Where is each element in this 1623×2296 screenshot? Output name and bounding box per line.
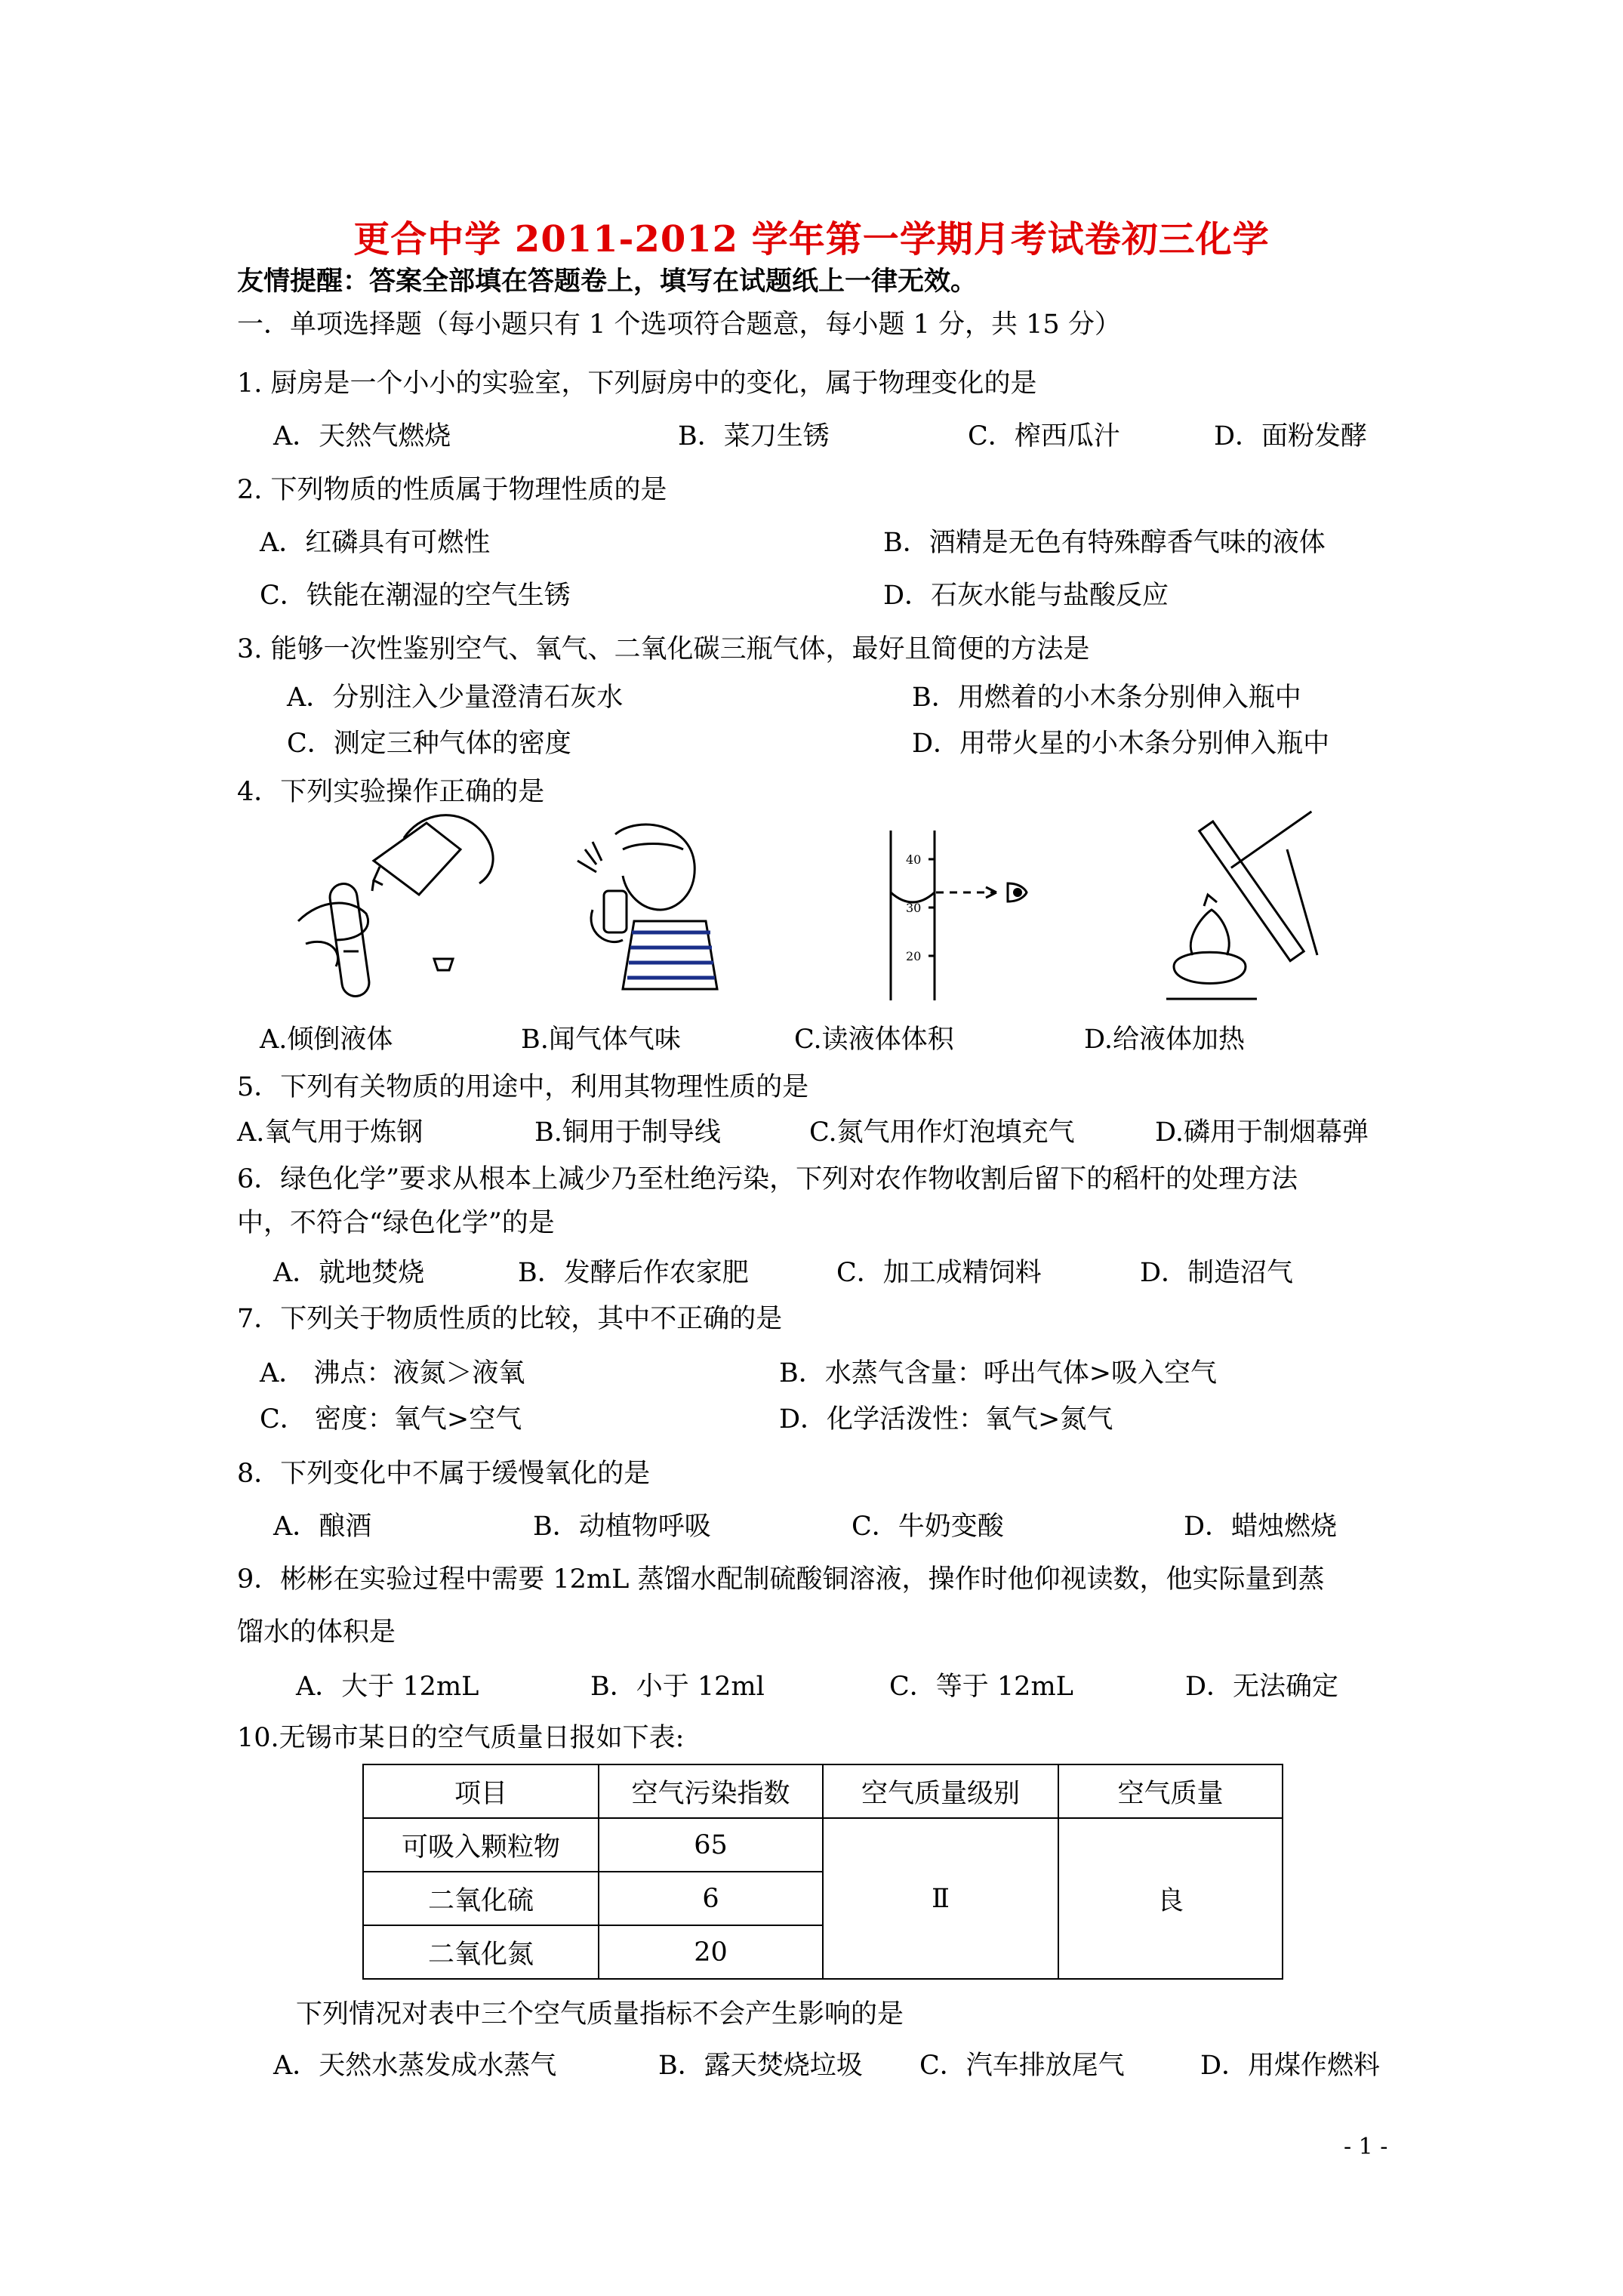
q9-option-b: B．小于 12ml	[590, 1672, 765, 1702]
table-header-row	[363, 1764, 1283, 1818]
notice: 友情提醒：答案全部填在答题卷上，填写在试题纸上一律无效。	[237, 266, 978, 297]
table-cell: 65	[599, 1818, 823, 1872]
table-cell: 20	[599, 1925, 823, 1979]
table-cell: 二氧化硫	[363, 1872, 599, 1925]
q8-option-b: B．动植物呼吸	[533, 1512, 711, 1542]
q7-option-a: A． 沸点：液氮＞液氧	[260, 1358, 525, 1388]
question-1-stem: 1. 厨房是一个小小的实验室，下列厨房中的变化，属于物理变化的是	[237, 368, 1037, 399]
question-5-stem: 5．下列有关物质的用途中，利用其物理性质的是	[237, 1072, 809, 1102]
table-cell: 可吸入颗粒物	[363, 1818, 599, 1872]
q6-option-c: C．加工成精饲料	[836, 1258, 1042, 1288]
q3-option-a: A．分别注入少量澄清石灰水	[287, 683, 624, 713]
q2-option-a: A．红磷具有可燃性	[260, 528, 491, 558]
question-7-stem: 7．下列关于物质性质的比较，其中不正确的是	[237, 1304, 783, 1334]
q9-option-a: A．大于 12mL	[296, 1672, 479, 1702]
q7-option-b: B．水蒸气含量：呼出气体>吸入空气	[779, 1358, 1218, 1388]
question-10-followup: 下列情况对表中三个空气质量指标不会产生影响的是	[296, 1999, 904, 2029]
q6-option-b: B．发酵后作农家肥	[518, 1258, 749, 1288]
page-title: 更合中学 2011-2012 学年第一学期月考试卷初三化学	[353, 218, 1270, 260]
pour-liquid-figure	[291, 808, 517, 1004]
table-header: 空气污染指数	[599, 1764, 823, 1818]
q8-option-a: A．酿酒	[273, 1512, 372, 1542]
q4-option-a: A.倾倒液体	[260, 1025, 393, 1055]
section-heading: 一．单项选择题（每小题只有 1 个选项符合题意，每小题 1 分，共 15 分）	[237, 310, 1121, 340]
q1-option-b: B．菜刀生锈	[678, 421, 830, 451]
q5-option-c: C.氮气用作灯泡填充气	[809, 1117, 1075, 1148]
tick-30: 30	[906, 901, 922, 915]
q5-option-d: D.磷用于制烟幕弹	[1155, 1117, 1369, 1148]
q1-option-a: A．天然气燃烧	[273, 421, 451, 451]
question-10-stem: 10.无锡市某日的空气质量日报如下表:	[237, 1723, 685, 1753]
table-header: 空气质量级别	[823, 1764, 1058, 1818]
question-8-stem: 8．下列变化中不属于缓慢氧化的是	[237, 1459, 651, 1489]
question-6-stem-line2: 中，不符合“绿色化学”的是	[237, 1208, 555, 1238]
q2-option-b: B．酒精是无色有特殊醇香气味的液体	[883, 528, 1326, 558]
q7-option-c: C． 密度：氧气>空气	[260, 1404, 522, 1435]
page-number: - 1 -	[1344, 2134, 1388, 2160]
question-4-stem: 4．下列实验操作正确的是	[237, 777, 545, 807]
q4-option-b: B.闻气体气味	[521, 1025, 681, 1055]
table-row	[363, 1818, 1283, 1872]
q3-option-c: C．测定三种气体的密度	[287, 729, 571, 759]
q8-option-c: C．牛奶变酸	[852, 1512, 1004, 1542]
air-quality-level: Ⅱ	[823, 1818, 1058, 1979]
table-cell: 6	[599, 1872, 823, 1925]
q7-option-d: D．化学活泼性：氧气>氮气	[779, 1404, 1113, 1435]
q10-option-c: C．汽车排放尾气	[919, 2051, 1125, 2081]
question-3-stem: 3. 能够一次性鉴别空气、氧气、二氧化碳三瓶气体，最好且简便的方法是	[237, 634, 1090, 664]
tick-40: 40	[906, 852, 922, 867]
q5-option-b: B.铜用于制导线	[534, 1117, 721, 1148]
smell-gas-figure	[562, 819, 736, 993]
air-quality-table	[362, 1764, 1283, 1980]
q4-option-c: C.读液体体积	[794, 1025, 954, 1055]
question-2-stem: 2. 下列物质的性质属于物理性质的是	[237, 475, 667, 505]
q2-option-d: D．石灰水能与盐酸反应	[883, 581, 1169, 611]
q8-option-d: D．蜡烛燃烧	[1184, 1512, 1338, 1542]
q1-option-c: C．榨西瓜汁	[968, 421, 1120, 451]
q9-option-d: D．无法确定	[1185, 1672, 1339, 1702]
q6-option-d: D．制造沼气	[1140, 1258, 1294, 1288]
heat-liquid-figure	[1132, 804, 1359, 1004]
q9-option-c: C．等于 12mL	[889, 1672, 1073, 1702]
q1-option-d: D．面粉发酵	[1214, 421, 1368, 451]
air-quality-rating: 良	[1058, 1818, 1283, 1979]
q3-option-d: D．用带火星的小木条分别伸入瓶中	[912, 729, 1330, 759]
table-cell: 二氧化氮	[363, 1925, 599, 1979]
question-9-stem-line2: 馏水的体积是	[237, 1617, 396, 1647]
q2-option-c: C．铁能在潮湿的空气生锈	[260, 581, 571, 611]
table-header: 项目	[363, 1764, 599, 1818]
q3-option-b: B．用燃着的小木条分别伸入瓶中	[912, 683, 1301, 713]
question-9-stem-line1: 9．彬彬在实验过程中需要 12mL 蒸馏水配制硫酸铜溶液，操作时他仰视读数，他实际量到蒸	[237, 1564, 1325, 1595]
q5-option-a: A.氧气用于炼钢	[237, 1117, 423, 1148]
tick-20: 20	[906, 949, 922, 963]
q4-option-d: D.给液体加热	[1084, 1025, 1245, 1055]
q10-option-d: D．用煤作燃料	[1200, 2051, 1381, 2081]
q6-option-a: A．就地焚烧	[273, 1258, 425, 1288]
read-volume-figure	[876, 823, 1049, 1004]
q10-option-a: A．天然水蒸发成水蒸气	[273, 2051, 557, 2081]
table-header: 空气质量	[1058, 1764, 1283, 1818]
q10-option-b: B．露天焚烧垃圾	[658, 2051, 863, 2081]
question-6-stem-line1: 6．绿色化学”要求从根本上减少乃至杜绝污染，下列对农作物收割后留下的稻杆的处理方法	[237, 1164, 1298, 1194]
